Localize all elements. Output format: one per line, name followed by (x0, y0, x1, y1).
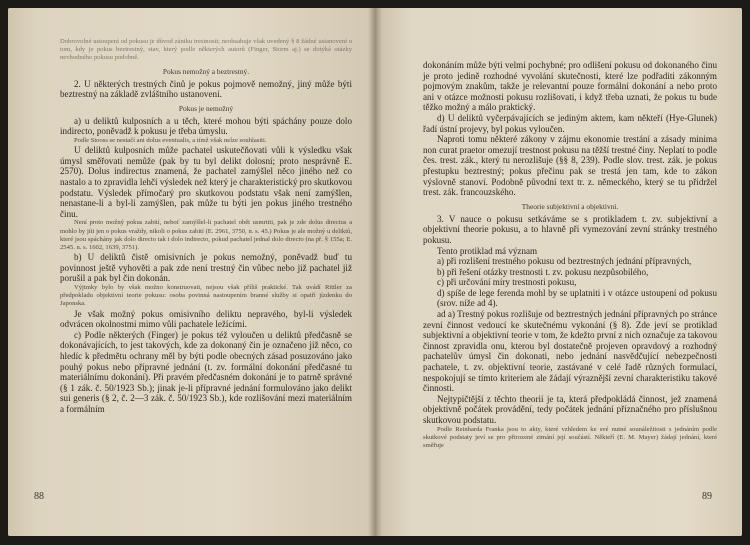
left-heading-1: Pokus nemožný a beztrestný. (162, 66, 250, 76)
left-para-2: 2. U některých trestných činů je pokus pojmově nemožný, jiný může býti beztrestný na základě zvláštního ustanovení. (60, 78, 352, 100)
right-para-conv: Naproti tomu některé zákony v zájmu ekonomie trestání a zásady minima non curat praetor omezují trestnost pokusu na těžší trestné činy. Neplatí to podle čes. trest. zák., který tu nerozlišuje (§§ 8, 239). Podle slov. trest. zák. je pokus přestupku beztrestný; pokus přečinu pak se trestá jen tam, kde to zákon výslovně stanoví. Podobně původní text tr. z. německého, který se tu přidržel trest. zák. francouzského. (423, 134, 717, 198)
right-list-item-d: d) spíše de lege ferenda mohl by se uplatniti i v otázce ustoupení od pokusu (srov. níže ad 4). (437, 287, 717, 309)
left-top-small-text: Dobrovolné ustoupení od pokusu je důvod zániku trestnosti; neobsahuje však uvedený § 8 žádné ustanovení o tom, kdy je pokus beztrestný, stav, který podle některých autorů (Finger, Storm aj.) se dotýká otázky nevhodného pokusu podobně. (60, 38, 352, 62)
right-page-number: 89 (702, 491, 712, 502)
right-para-ad-a: ad a) Trestný pokus rozlišuje od beztrestných jednání přípravných po stránce zevní činnost vedoucí ke skutečnému vykonání (§ 8). Zde jeví se protiklad subjektivní a objektivní teorie v tom, že kdežto první z nich označuje za takovou činnost zpravidla onu, kterou byl dostatečně projeven opravdový a rozhodný pachatelův úmysl čin dokonati, nebo jednání nasvědčující nebezpečnosti pachatele, t. zv. objektivní teorie, zastávané v celé řadě různých formulací, nespokojují se tímto kriteriem ale žádají výraznější zevní charakteristiku takové činnosti. (423, 309, 717, 394)
right-list (423, 256, 717, 309)
right-heading: Theorie subjektivní a objektivní. (521, 201, 619, 211)
left-small-b: Výjimky bylo by však možno konstruovati, nejsou však příliš praktické. Tak uvádí Rittler za předpokladu objektivní teorie pokusu: osoba povinná nastoupením branné služby si opatří jízdenku do Japonska. (60, 283, 352, 308)
right-para-3: 3. V nauce o pokusu setkáváme se s protikladem t. zv. subjektivní a objektivní theorie pokusu, a to hlavně při vymezování zevní stránky trestného pokusu. (423, 213, 717, 245)
right-para-d: d) U deliktů vyčerpávajících se jediným aktem, kam někteří (Hye-Glunek) řadí ústní projevy, byl pokus vyloučen. (423, 112, 717, 134)
right-small-end: Podle Reinharda Franka jsou to akty, které vzhledem ke své nutné sounáležitosti s jednáním podle skutkové podstaty jeví se pro přirozené zimání její součástí. Někteří (E. M. Mayer) žádají jednání, které směřuje (423, 425, 717, 449)
right-list-item-b: b) při řešení otázky trestnosti t. zv. pokusu nezpůsobilého, (437, 266, 649, 277)
left-page-number: 88 (34, 491, 44, 502)
book-gutter (368, 8, 382, 536)
left-para-c: c) Podle některých (Finger) je pokus též vyloučen u deliktů předčasně se dokonávajících, to jest takových, kde za dokonaný čin je označeno již něco, co hledíc k předmětu ochrany měl by býti podle obecných zásad posuzováno jako pouhý pokus nebo přípravné jednání (t. zv. formální dokonání předčasné tu materiálnímu dokonání). Při pravém předčasném dokonání je to patrně správné (§ 1 zák. č. 50/1923 Sb.); jinak je-li přípravné jednání formulováno jako delikt sui generis (§ 2, č. 2—3 zák. č. 50/1923 Sb.), kde rozlišování mezi materiálním a formálním (60, 329, 352, 414)
left-page (8, 8, 375, 536)
left-heading-2: Pokus je nemožný (178, 103, 234, 113)
left-text-column (60, 38, 352, 414)
right-list-item-a: a) při rozlišení trestného pokusu od beztrestných jednání přípravných, (437, 256, 692, 267)
right-para-vyznam: Tento protiklad má význam (437, 245, 538, 256)
left-para-a: a) u deliktů kulposních a u těch, které mohou býti spáchány pouze dolo indirecto, poněvadž k pokusu je třeba úmyslu. (60, 115, 352, 137)
right-list-item-c: c) při určování míry trestnosti pokusu, (437, 277, 577, 288)
right-para-nejtyp: Nejtypičtější z těchto theorií je ta, která předpokládá činnost, jež znamená objektivně počátek provádění, tedy počátek jednání příznačného pro příslušnou skutkovou podstatu. (423, 393, 717, 425)
left-para-a2: U deliktů kulposních může pachatel uskutečňovati vůli k výsledku však úmysl směřovati nemůže (pak by tu byl delikt dolosní; proto nesprávně E. 2570). Dolus indirectus znamená, že pachatel zamýšlel něco jiného než co nastalo a to zpravidla lehčí výsledek než který je charakteristický pro skutkovou podstatu. Výsledek přímočarý pro skutkovou podstatu však není zamýšlen, nenastane-li a byl-li zamýšlen, pak může tu býti jen pokus jiného trestného činu. (60, 145, 352, 219)
book-spread (8, 8, 742, 536)
left-para-b2: Je však možný pokus omisivního deliktu nepravého, byl-li výsledek odvrácen okolnostmi mimo vůli pachatele ležícími. (60, 308, 352, 330)
right-page (375, 8, 742, 536)
right-para-top: dokonáním může býti velmi pochybné; pro odlišení pokusu od dokonaného činu je proto jedině rozhodné vyvolání skutečnosti, které lze podřaditi zákonným pojmovým znakům, takže je relevantní pouze formální dokonání a nebo proto ani v otázce možnosti pokusu rozlišovati, i když třeba uznati, že pokus tu bude těžko možný a málo praktický. (423, 60, 717, 113)
right-text-column (423, 60, 717, 450)
left-para-b: b) U deliktů čistě omisivních je pokus nemožný, poněvadž buď tu povinnost ještě vyhověti a pak zde není trestný čin vůbec nebo již pachatel již porušil a pak byl čin dokonán. (60, 252, 352, 284)
left-small-a2: Není proto možný pokus zabití, neboť zamýšlel-li pachatel obět usmrtiti, pak je zde dolus directus a mohlo by jíti jen o pokus vraždy, nikoli o pokus zabití (E. 2961, 3750, n. s. 45.) Pokus je ale možný u deliktů, které jsou spáchány jak dolo directo tak i dolo indirecto, pokud pachatel jednal dolo directo (na př. § 155a; E. 2545. n. s. 1602, 1639, 3751). (60, 219, 352, 251)
left-small-a: Podle Stooss se nestačí ani dolus eventualis, a tímž však nelze souhlasiti. (74, 136, 267, 144)
